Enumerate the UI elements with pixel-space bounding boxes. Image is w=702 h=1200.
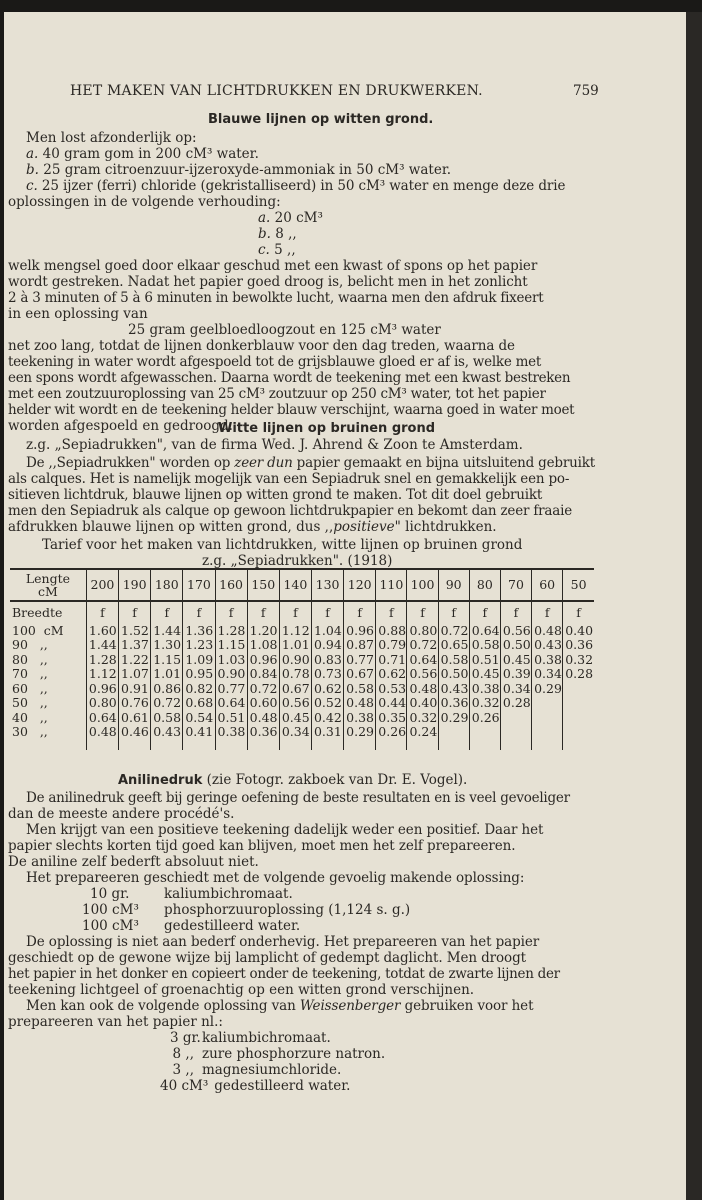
table-cell: 1.15 — [215, 638, 247, 653]
paragraph-line: papier slechts korten tijd goed kan blijven, moet men het zelf prepareeren. — [8, 838, 516, 854]
table-cell: 0.36 — [247, 725, 279, 750]
table-cell: 0.56 — [500, 624, 531, 639]
table-cell: 0.90 — [279, 653, 311, 668]
table-cell: 0.31 — [311, 725, 343, 750]
paragraph-line: Het prepareeren geschiedt met de volgende gevoelig makende oplossing: — [26, 870, 525, 886]
text-run: afdrukken blauwe lijnen op witten grond, dus ,, — [8, 519, 334, 535]
recipe-name: gedestilleerd water. — [214, 1078, 351, 1094]
row-label: 30 ,, — [12, 725, 48, 739]
table-cell: 0.43 — [438, 682, 469, 697]
table-cell: 1.37 — [119, 638, 151, 653]
table-cell: 0.48 — [532, 624, 563, 639]
table-cell: 0.34 — [279, 725, 311, 750]
table-cell: 0.58 — [469, 638, 500, 653]
intro-line: Men lost afzonderlijk op: — [26, 130, 197, 146]
unit-cell: f — [279, 601, 311, 624]
ratio-item — [258, 242, 296, 258]
paragraph-line: teekening lichtgeel of groenachtig op een witten grond verschijnen. — [8, 982, 475, 998]
table-cell: 0.62 — [311, 682, 343, 697]
recipe-qty: 100 cM³ — [82, 902, 139, 918]
list-text: 40 gram gom in 200 cM³ water. — [38, 146, 259, 162]
table-cell — [563, 725, 594, 750]
column-header: 190 — [119, 569, 151, 601]
table-cell: 0.62 — [376, 667, 407, 682]
paragraph-line: als calques. Het is namelijk mogelijk van een Sepiadruk snel en gemakkelijk een po- — [8, 471, 570, 487]
emphasis-run: zeer dun — [234, 455, 293, 471]
table-cell: 0.67 — [344, 667, 376, 682]
table-cell: 0.56 — [407, 667, 438, 682]
list-marker: a. — [26, 146, 39, 162]
table-cell: 0.64 — [407, 653, 438, 668]
aniline-heading-line — [118, 772, 467, 789]
column-header: 50 — [563, 569, 594, 601]
tariff-subtitle: z.g. „Sepiadrukken". (1918) — [202, 553, 393, 569]
list-continuation: oplossingen in de volgende verhouding: — [8, 194, 281, 210]
table-cell — [532, 725, 563, 750]
table-cell: 0.94 — [311, 638, 343, 653]
table-cell: 0.64 — [86, 711, 118, 726]
table-cell: 0.84 — [247, 667, 279, 682]
table-cell: 1.20 — [247, 624, 279, 639]
list-item — [26, 162, 451, 178]
row-label: 40 ,, — [12, 710, 48, 725]
section-heading-white-lines: Witte lijnen op bruinen grond — [218, 421, 436, 436]
table-cell: 0.77 — [344, 653, 376, 668]
recipe-line — [170, 1062, 341, 1078]
table-cell: 0.83 — [311, 653, 343, 668]
table-cell: 0.28 — [500, 696, 531, 711]
table-cell: 1.28 — [215, 624, 247, 639]
recipe-qty: 3 ,, — [172, 1062, 194, 1078]
paragraph-line: De anilinedruk geeft bij geringe oefening de beste resultaten en is veel gevoeliger — [26, 790, 570, 806]
paragraph-line: een spons wordt afgewasschen. Daarna wordt de teekening met een kwast bestreken — [8, 370, 571, 386]
table-cell: 0.54 — [183, 711, 215, 726]
recipe-name: gedestilleerd water. — [164, 918, 301, 934]
table-cell: 0.61 — [119, 711, 151, 726]
table-cell: 1.12 — [86, 667, 118, 682]
table-cell — [532, 711, 563, 726]
table-cell: 0.53 — [376, 682, 407, 697]
table-cell: 1.09 — [183, 653, 215, 668]
table-cell: 1.07 — [119, 667, 151, 682]
table-cell: 0.77 — [215, 682, 247, 697]
table-cell: 0.46 — [119, 725, 151, 750]
table-row — [10, 653, 594, 668]
recipe-line — [170, 1030, 331, 1046]
column-header: 200 — [86, 569, 118, 601]
unit-cell: f — [500, 601, 531, 624]
table-cell: 1.03 — [215, 653, 247, 668]
table-cell: 0.35 — [376, 711, 407, 726]
table-cell — [532, 696, 563, 711]
table-cell: 0.38 — [215, 725, 247, 750]
table-cell: 0.58 — [151, 711, 183, 726]
table-cell: 0.44 — [376, 696, 407, 711]
table-cell: 0.29 — [344, 725, 376, 750]
table-cell: 0.50 — [500, 638, 531, 653]
table-cell: 0.96 — [86, 682, 118, 697]
list-item — [26, 178, 565, 194]
unit-cell: f — [532, 601, 563, 624]
table-cell: 0.52 — [311, 696, 343, 711]
paragraph-line: Men krijgt van een positieve teekening dadelijk weder een positief. Daar het — [26, 822, 544, 838]
table-cell: 0.72 — [438, 624, 469, 639]
list-text: 25 gram citroenzuur-ijzeroxyde-ammoniak in 50 cM³ water. — [38, 162, 452, 178]
recipe-qty: 3 gr. — [170, 1030, 201, 1046]
table-row — [10, 624, 594, 639]
list-item — [26, 146, 259, 162]
table-cell: 0.48 — [86, 725, 118, 750]
text-run: De ,,Sepiadrukken" worden op — [26, 455, 235, 471]
table-cell: 0.51 — [469, 653, 500, 668]
table-cell: 1.22 — [119, 653, 151, 668]
unit-row — [10, 601, 594, 624]
recipe-name: phosphorzuuroplossing (1,124 s. g.) — [164, 902, 411, 918]
table-cell: 0.36 — [563, 638, 594, 653]
tariff-title: Tarief voor het maken van lichtdrukken, witte lijnen op bruinen grond — [42, 537, 523, 553]
table-cell: 0.29 — [438, 711, 469, 726]
breedte-label: Breedte — [12, 605, 63, 620]
table-cell: 0.26 — [469, 711, 500, 726]
recipe-line — [170, 1046, 385, 1062]
page-edge — [686, 12, 702, 1200]
unit-cell: f — [376, 601, 407, 624]
paragraph-line — [26, 998, 533, 1014]
table-cell: 0.64 — [215, 696, 247, 711]
paragraph-line: De aniline zelf bederft absoluut niet. — [8, 854, 259, 870]
table-cell: 1.44 — [86, 638, 118, 653]
paragraph-line: geschiedt op de gewone wijze bij lamplicht of gedempt daglicht. Men droogt — [8, 950, 526, 966]
column-header: 140 — [279, 569, 311, 601]
text-run: Men kan ook de volgende oplossing van — [26, 998, 300, 1014]
table-cell: 0.50 — [438, 667, 469, 682]
text-run: " lichtdrukken. — [394, 519, 497, 535]
table-cell: 0.24 — [407, 725, 438, 750]
row-label: 80 ,, — [12, 652, 48, 667]
table-cell: 0.28 — [563, 667, 594, 682]
paragraph-line: De oplossing is niet aan bederf onderhevig. Het prepareeren van het papier — [26, 934, 540, 950]
table-cell: 0.86 — [151, 682, 183, 697]
row-label: 60 ,, — [12, 681, 48, 696]
paragraph-line: in een oplossing van — [8, 306, 148, 322]
recipe-line — [160, 1078, 350, 1094]
row-label: 50 ,, — [12, 696, 48, 710]
column-header: 70 — [500, 569, 531, 601]
paragraph-line: dan de meeste andere procédé's. — [8, 806, 235, 822]
paragraph-line: worden afgespoeld en gedroogd. — [8, 418, 233, 434]
table-cell: 0.67 — [279, 682, 311, 697]
table-cell: 0.48 — [344, 696, 376, 711]
emphasis-run: positieve — [333, 519, 395, 535]
recipe-qty: 8 ,, — [172, 1046, 194, 1062]
table-cell: 1.12 — [279, 624, 311, 639]
table-cell: 0.36 — [438, 696, 469, 711]
table-cell: 0.40 — [563, 624, 594, 639]
page-number: 759 — [573, 83, 599, 99]
row-label: 90 ,, — [12, 638, 48, 652]
table-cell: 1.23 — [183, 638, 215, 653]
row-label: 70 ,, — [12, 667, 48, 681]
list-marker: c. — [26, 178, 38, 194]
table-cell: 0.80 — [407, 624, 438, 639]
table-cell: 0.76 — [119, 696, 151, 711]
paragraph-line — [26, 455, 595, 471]
paragraph-line — [8, 519, 497, 535]
corner-header — [10, 569, 86, 601]
table-cell: 0.58 — [438, 653, 469, 668]
table-cell: 0.79 — [376, 638, 407, 653]
ratio-text: 8 ,, — [270, 226, 297, 242]
unit-cell: f — [119, 601, 151, 624]
ratio-marker: c. — [258, 242, 270, 258]
unit-cell: f — [469, 601, 500, 624]
ratio-item — [258, 226, 297, 242]
paragraph-line: het papier in het donker en copieert onder de teekening, totdat de zwarte lijnen der — [8, 966, 560, 982]
table-cell — [469, 725, 500, 750]
table-cell: 0.65 — [438, 638, 469, 653]
table-cell: 1.01 — [151, 667, 183, 682]
running-header: HET MAKEN VAN LICHTDRUKKEN EN DRUKWERKEN. — [70, 83, 483, 99]
table-row — [10, 725, 594, 750]
table-cell: 1.36 — [183, 624, 215, 639]
table-cell: 0.72 — [151, 696, 183, 711]
text-run: papier gemaakt en bijna uitsluitend gebruikt — [292, 455, 595, 471]
table-cell: 0.82 — [183, 682, 215, 697]
table-cell: 0.43 — [151, 725, 183, 750]
recipe-name: magnesiumchloride. — [202, 1062, 342, 1078]
table-cell: 0.34 — [532, 667, 563, 682]
table-cell: 0.48 — [407, 682, 438, 697]
table-cell — [500, 711, 531, 726]
paragraph-line: met een zoutzuuroplossing van 25 cM³ zoutzuur op 250 cM³ water, tot het papier — [8, 386, 546, 402]
table-cell: 0.80 — [86, 696, 118, 711]
list-text: 25 ijzer (ferri) chloride (gekristalliseerd) in 50 cM³ water en menge deze drie — [37, 178, 566, 194]
table-row — [10, 667, 594, 682]
table-cell: 0.96 — [247, 653, 279, 668]
table-cell — [563, 696, 594, 711]
unit-cell: f — [247, 601, 279, 624]
recipe-qty: 40 cM³ — [160, 1078, 209, 1094]
table-cell: 1.08 — [247, 638, 279, 653]
paragraph-line: 2 à 3 minuten of 5 à 6 minuten in bewolkte lucht, waarna men den afdruk fixeert — [8, 290, 544, 306]
table-cell: 0.73 — [311, 667, 343, 682]
column-header: 100 — [407, 569, 438, 601]
table-cell: 0.96 — [344, 624, 376, 639]
table-cell: 0.38 — [344, 711, 376, 726]
table-cell: 0.78 — [279, 667, 311, 682]
ratio-item — [258, 210, 323, 226]
table-cell: 0.38 — [469, 682, 500, 697]
table-cell: 0.42 — [311, 711, 343, 726]
table-cell: 0.72 — [247, 682, 279, 697]
table-cell: 0.29 — [532, 682, 563, 697]
table-cell: 1.28 — [86, 653, 118, 668]
unit-cell: f — [344, 601, 376, 624]
paragraph-line: prepareeren van het papier nl.: — [8, 1014, 223, 1030]
table-cell: 0.45 — [469, 667, 500, 682]
unit-cell: f — [183, 601, 215, 624]
table-cell: 0.71 — [376, 653, 407, 668]
table-row — [10, 638, 594, 653]
recipe-line — [82, 902, 410, 918]
table-cell: 1.04 — [311, 624, 343, 639]
section-heading-aniline: Anilinedruk — [118, 773, 203, 788]
recipe-line — [90, 886, 293, 902]
table-cell: 1.30 — [151, 638, 183, 653]
table-cell: 0.90 — [215, 667, 247, 682]
table-cell: 0.41 — [183, 725, 215, 750]
unit-cell: f — [438, 601, 469, 624]
table-cell: 0.56 — [279, 696, 311, 711]
column-header: 130 — [311, 569, 343, 601]
recipe-name: kaliumbichromaat. — [202, 1030, 331, 1046]
paragraph-line: teekening in water wordt afgespoeld tot de grijsblauwe gloed er af is, welke met — [8, 354, 542, 370]
table-cell: 0.45 — [279, 711, 311, 726]
row-label: 100 cM — [12, 623, 64, 638]
table-cell: 0.60 — [247, 696, 279, 711]
ratio-text: 20 cM³ — [270, 210, 323, 226]
table-cell: 1.01 — [279, 638, 311, 653]
table-cell: 0.32 — [469, 696, 500, 711]
list-marker: b. — [26, 162, 39, 178]
unit-cell: f — [407, 601, 438, 624]
table-row — [10, 711, 594, 726]
table-cell: 0.26 — [376, 725, 407, 750]
table-cell: 0.58 — [344, 682, 376, 697]
table-cell: 0.32 — [563, 653, 594, 668]
unit-cell: f — [86, 601, 118, 624]
table-cell: 0.91 — [119, 682, 151, 697]
paragraph-line: sitieven lichtdruk, blauwe lijnen op witten grond te maken. Tot dit doel gebruikt — [8, 487, 543, 503]
column-header: 120 — [344, 569, 376, 601]
table-cell: 0.39 — [500, 667, 531, 682]
unit-cell: f — [215, 601, 247, 624]
aniline-heading-rest: (zie Fotogr. zakboek van Dr. E. Vogel). — [202, 772, 468, 788]
unit-cell: f — [563, 601, 594, 624]
recipe-line — [82, 918, 300, 934]
column-header: 160 — [215, 569, 247, 601]
column-header: 150 — [247, 569, 279, 601]
table-cell — [438, 725, 469, 750]
unit-cell: f — [311, 601, 343, 624]
table-cell: 0.95 — [183, 667, 215, 682]
ratio-marker: a. — [258, 210, 271, 226]
table-cell: 0.88 — [376, 624, 407, 639]
table-cell — [563, 711, 594, 726]
ratio-marker: b. — [258, 226, 271, 242]
table-cell: 0.34 — [500, 682, 531, 697]
table-cell: 1.44 — [151, 624, 183, 639]
paragraph-line: welk mengsel goed door elkaar geschud met een kwast of spons op het papier — [8, 258, 538, 274]
solution-line: 25 gram geelbloedloogzout en 125 cM³ water — [128, 322, 441, 338]
table-cell: 1.60 — [86, 624, 118, 639]
emphasis-run: Weissenberger — [299, 998, 401, 1014]
table-cell — [500, 725, 531, 750]
unit-cell: f — [151, 601, 183, 624]
table-cell: 0.51 — [215, 711, 247, 726]
table-header-row — [10, 569, 594, 601]
column-header: 90 — [438, 569, 469, 601]
recipe-name: zure phosphorzure natron. — [202, 1046, 386, 1062]
table-cell: 0.64 — [469, 624, 500, 639]
paragraph-line: net zoo lang, totdat de lijnen donkerblauw voor den dag treden, waarna de — [8, 338, 515, 354]
column-header: 80 — [469, 569, 500, 601]
table-cell: 0.72 — [407, 638, 438, 653]
paragraph-line: men den Sepiadruk als calque op gewoon lichtdrukpapier en bekomt dan zeer fraaie — [8, 503, 572, 519]
table-cell: 0.43 — [532, 638, 563, 653]
table-row — [10, 696, 594, 711]
column-header: 110 — [376, 569, 407, 601]
table-cell: 1.52 — [119, 624, 151, 639]
table-cell: 0.38 — [532, 653, 563, 668]
table-cell — [563, 682, 594, 697]
recipe-qty: 100 cM³ — [82, 918, 139, 934]
paragraph-line: helder wit wordt en de teekening helder blauw verschijnt, waarna goed in water moet — [8, 402, 575, 418]
section-heading-blue-lines: Blauwe lijnen op witten grond. — [208, 112, 434, 127]
table-cell: 0.48 — [247, 711, 279, 726]
recipe-qty: 10 gr. — [90, 886, 130, 902]
table-row — [10, 682, 594, 697]
column-header: 60 — [532, 569, 563, 601]
text-run: gebruiken voor het — [400, 998, 534, 1014]
table-cell: 0.68 — [183, 696, 215, 711]
corner-label-unit: cM — [38, 584, 58, 599]
tariff-table — [10, 568, 594, 750]
table-cell: 0.32 — [407, 711, 438, 726]
table-cell: 0.40 — [407, 696, 438, 711]
table-cell: 0.87 — [344, 638, 376, 653]
recipe-name: kaliumbichromaat. — [164, 886, 293, 902]
table-cell: 1.15 — [151, 653, 183, 668]
firm-line: z.g. „Sepiadrukken", van de firma Wed. J. Ahrend & Zoon te Amsterdam. — [26, 437, 523, 453]
column-header: 170 — [183, 569, 215, 601]
ratio-text: 5 ,, — [269, 242, 296, 258]
table-cell: 0.45 — [500, 653, 531, 668]
corner-label-length: Lengte — [25, 571, 71, 586]
column-header: 180 — [151, 569, 183, 601]
paragraph-line: wordt gestreken. Nadat het papier goed droog is, belicht men in het zonlicht — [8, 274, 528, 290]
